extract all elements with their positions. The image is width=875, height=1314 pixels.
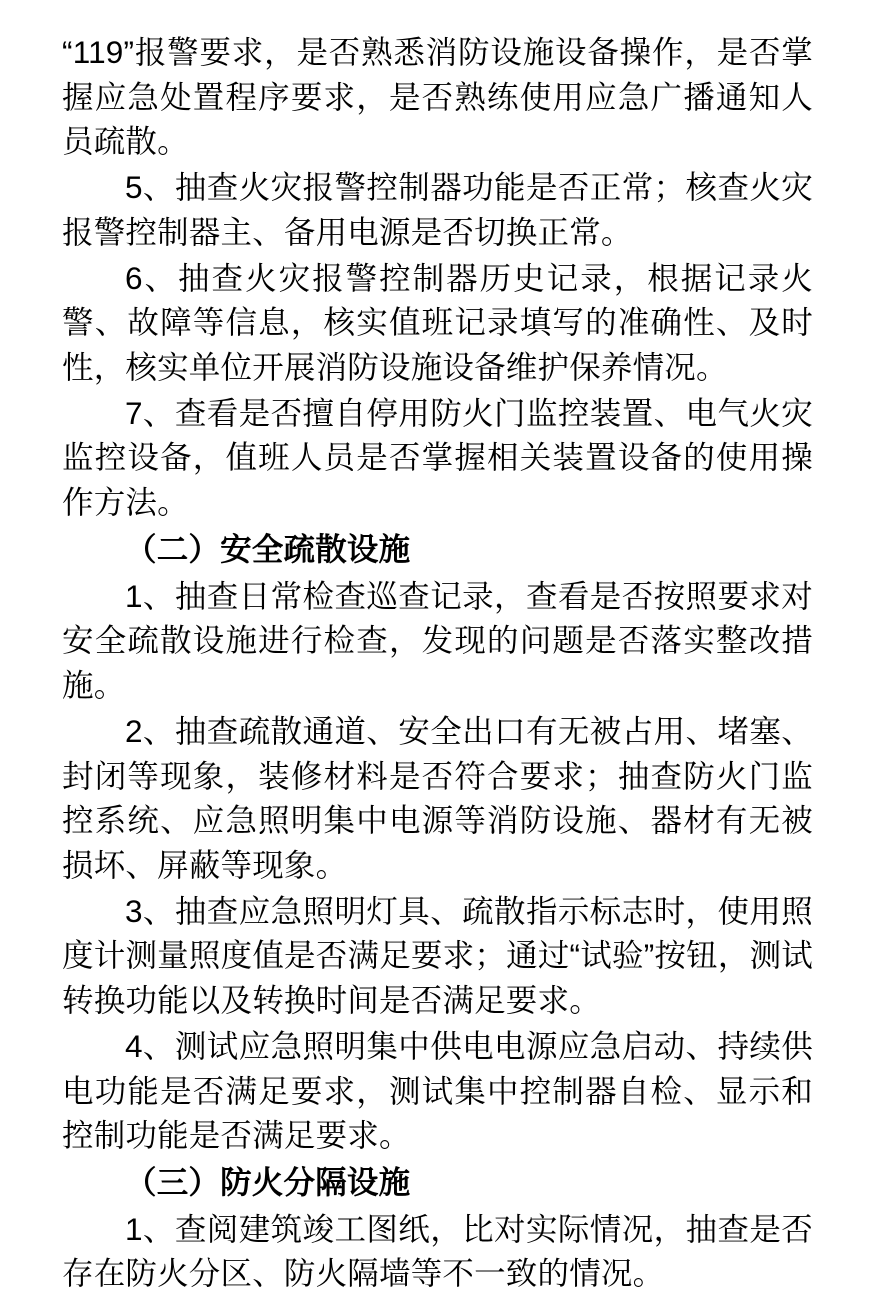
- section-heading-three: （三）防火分隔设施: [125, 1163, 411, 1200]
- paragraph-section3-item-1: 1、查阅建筑竣工图纸，比对实际情况，抽查是否存在防火分区、防火隔墙等不一致的情况。: [62, 1210, 813, 1292]
- paragraph-item-6: 6、抽查火灾报警控制器历史记录，根据记录火警、故障等信息，核实值班记录填写的准确性、及时性，核实单位开展消防设施设备维护保养情况。: [62, 259, 813, 386]
- paragraph-section2-item-3: 3、抽查应急照明灯具、疏散指示标志时，使用照度计测量照度值是否满足要求；通过“试验”按钮，测试转换功能以及转换时间是否满足要求。: [62, 892, 813, 1019]
- paragraph-section2-item-4: 4、测试应急照明集中供电电源应急启动、持续供电功能是否满足要求，测试集中控制器自检、显示和控制功能是否满足要求。: [62, 1027, 813, 1154]
- paragraph-continuation: “119”报警要求，是否熟悉消防设施设备操作，是否掌握应急处置程序要求，是否熟练使用应急广播通知人员疏散。: [62, 34, 813, 160]
- paragraph-section2-item-1: 1、抽查日常检查巡查记录，查看是否按照要求对安全疏散设施进行检查，发现的问题是否落实整改措施。: [62, 577, 813, 704]
- document-body: [62, 30, 813, 1296]
- paragraph-item-5: 5、抽查火灾报警控制器功能是否正常；核查火灾报警控制器主、备用电源是否切换正常。: [62, 169, 813, 250]
- paragraph-item-7: 7、查看是否擅自停用防火门监控装置、电气火灾监控设备，值班人员是否掌握相关装置设备的使用操作方法。: [62, 394, 813, 521]
- section-heading-two: （二）安全疏散设施: [125, 530, 411, 567]
- paragraph-section2-item-2: 2、抽查疏散通道、安全出口有无被占用、堵塞、封闭等现象，装修材料是否符合要求；抽查防火门监控系统、应急照明集中电源等消防设施、器材有无被损坏、屏蔽等现象。: [62, 712, 813, 883]
